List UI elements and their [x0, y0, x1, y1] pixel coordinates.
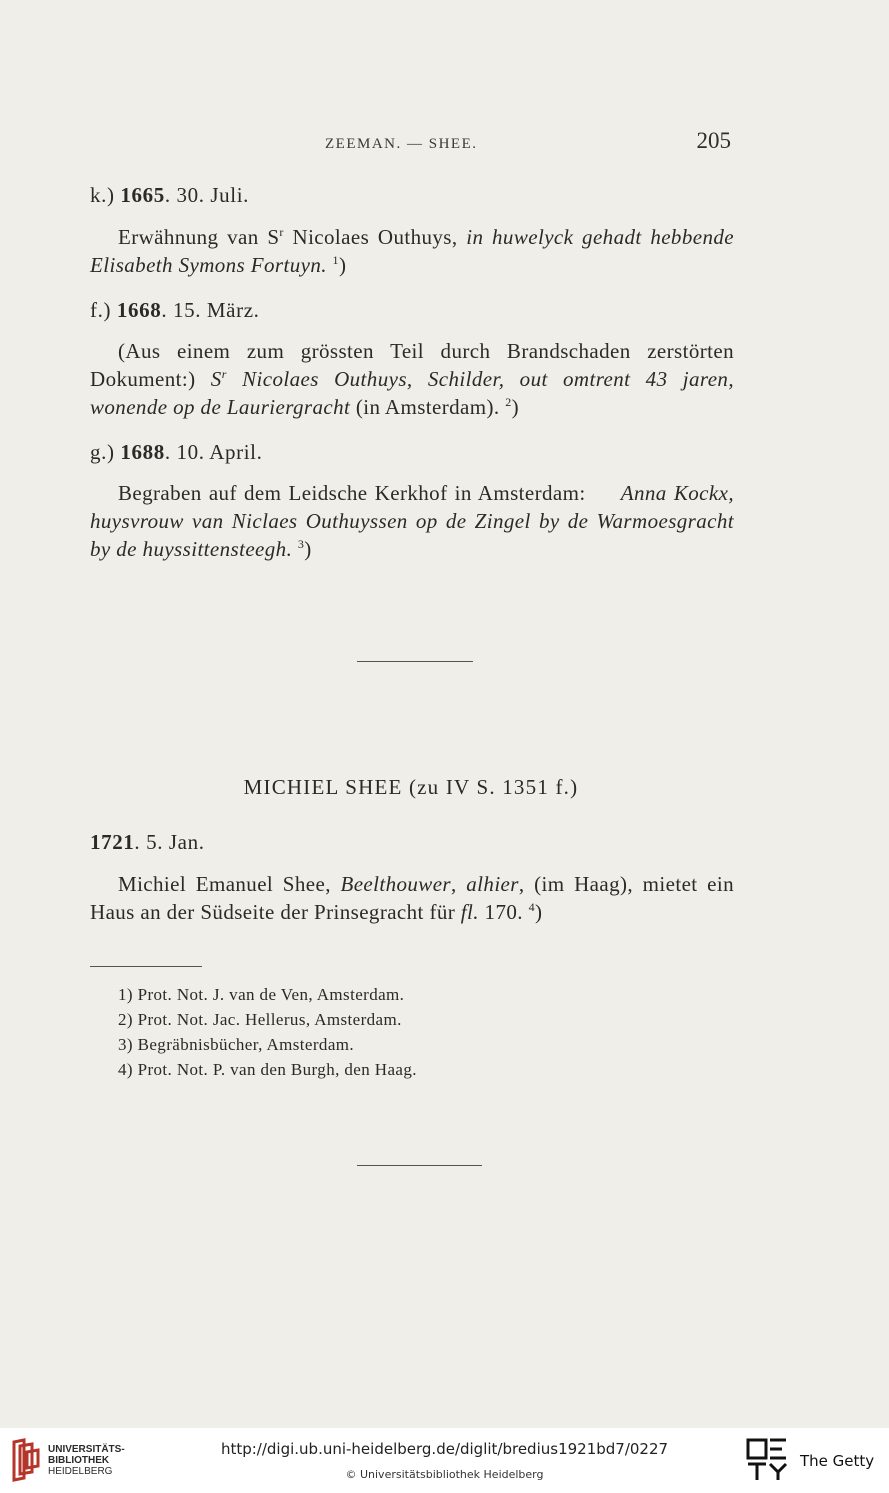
entry-k-year: 1665: [120, 183, 165, 207]
entry-k-date: . 30. Juli.: [164, 183, 250, 207]
entry-f-text: (Aus einem zum grössten Teil durch Brandschaden zerstörten Dokument:) $S^r$ Nicolaes Outhuys, Schilder, out omtrent 43 jaren, wonende op de Lauriergracht (in Amsterdam). $^2$): [90, 339, 734, 419]
entry-k-label: k.): [90, 183, 115, 207]
entry-g-year: 1688: [120, 440, 165, 464]
copyright-notice: © Universitätsbibliothek Heidelberg: [345, 1468, 544, 1481]
page-number: 205: [696, 128, 731, 153]
footnote-separator: [90, 966, 202, 967]
footnote-3: 3) Begräbnisbücher, Amsterdam.: [118, 1035, 355, 1054]
entry-k-text: Erwähnung van $S^r$ Nicolaes Outhuys, in huwelyck gehadt hebbende Elisabeth Symons Fortuyn. $^1$): [90, 225, 734, 277]
footnote-ref-2[interactable]: 2: [505, 395, 512, 409]
library-name-line3: HEIDELBERG: [48, 1466, 113, 1477]
section-entry-text: Michiel Emanuel Shee, Beelthouwer, alhier, (im Haag), mietet ein Haus an der Südseite der Prinsegracht für fl. 170. $^4$): [90, 872, 734, 924]
library-name-line1: UNIVERSITÄTS-: [48, 1444, 125, 1455]
entry-f-heading: [90, 298, 259, 323]
footnotes: [118, 982, 417, 1082]
footnote-ref-1[interactable]: 1: [332, 253, 339, 267]
section-heading: MICHIEL SHEE (zu IV S. 1351 f.): [243, 775, 579, 799]
section-entry-heading: [90, 830, 205, 855]
getty-logo[interactable]: [746, 1438, 886, 1484]
footnote-1: 1) Prot. Not. J. van de Ven, Amsterdam.: [118, 985, 405, 1004]
getty-name: The Getty: [800, 1452, 875, 1470]
page-end-divider: [357, 1165, 482, 1166]
running-title: ZEEMAN. — SHEE.: [325, 136, 478, 152]
entry-g-date: . 10. April.: [164, 440, 263, 464]
entry-k-heading: [90, 183, 249, 208]
running-head: [0, 128, 889, 158]
section-divider: [357, 661, 473, 662]
permalink-url[interactable]: http://digi.ub.uni-heidelberg.de/diglit/bredius1921bd7/0227: [220, 1440, 669, 1458]
entry-g-heading: [90, 440, 262, 465]
entry-f-date: . 15. März.: [161, 298, 260, 322]
entry-f-label: f.): [90, 298, 112, 322]
footnote-ref-3[interactable]: 3: [297, 537, 305, 551]
entry-f-year: 1668: [116, 298, 162, 322]
footnote-2: 2) Prot. Not. Jac. Hellerus, Amsterdam.: [118, 1010, 402, 1029]
footnote-4: 4) Prot. Not. P. van den Burgh, den Haag.: [118, 1060, 417, 1079]
entry-g-text: Begraben auf dem Leidsche Kerkhof in Amsterdam: Anna Kockx, huysvrouw van Niclaes Outhuyssen op de Zingel by de Warmoesgracht by de huyssittensteegh. $^3$): [90, 481, 734, 561]
section-entry-date: . 5. Jan.: [134, 830, 205, 854]
getty-emblem-icon: [746, 1438, 790, 1482]
footer-bar: [0, 1428, 889, 1493]
entry-g-label: g.): [90, 440, 115, 464]
footnote-ref-4[interactable]: 4: [528, 900, 535, 914]
section-entry-year: 1721: [90, 830, 135, 854]
library-name-line2: BIBLIOTHEK: [48, 1455, 110, 1466]
